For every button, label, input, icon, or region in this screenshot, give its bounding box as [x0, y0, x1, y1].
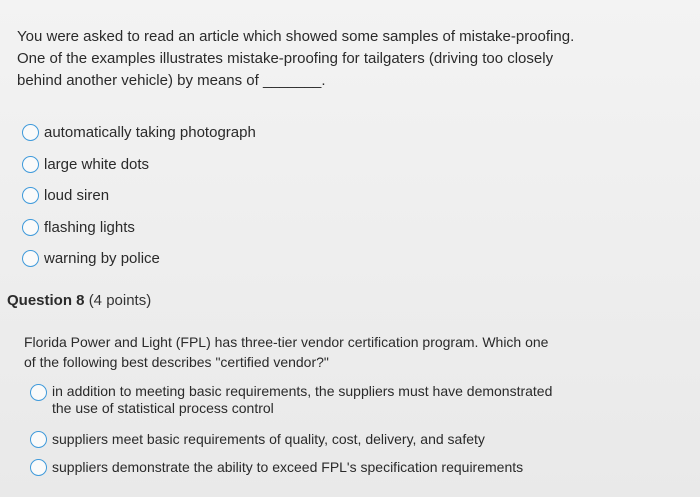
radio-button[interactable] — [30, 431, 47, 448]
option-label: large white dots — [44, 156, 150, 173]
question-points: (4 points) — [88, 292, 152, 309]
option-label: suppliers demonstrate the ability to exceed FPL's specification requirements — [52, 459, 524, 475]
radio-button[interactable] — [30, 459, 47, 476]
radio-button[interactable] — [22, 156, 39, 173]
option-label: warning by police — [44, 250, 160, 267]
question-7-line: You were asked to read an article which showed some samples of mistake-proofing. — [17, 28, 575, 45]
option-label-line: in addition to meeting basic requirements, the suppliers must have demonstrated — [52, 383, 553, 399]
q8-option-1[interactable] — [30, 383, 552, 417]
q7-option-2[interactable] — [22, 156, 149, 173]
question-title: Question 8 — [7, 292, 85, 309]
q8-option-2[interactable] — [30, 431, 485, 448]
question-8-line: of the following best describes "certified vendor?" — [24, 354, 329, 370]
radio-button[interactable] — [22, 187, 39, 204]
q8-option-3[interactable] — [30, 459, 523, 476]
radio-button[interactable] — [22, 219, 39, 236]
question-7-text — [17, 26, 637, 92]
option-label — [52, 383, 552, 417]
question-8-line: Florida Power and Light (FPL) has three-tier vendor certification program. Which one — [24, 334, 549, 350]
q7-option-3[interactable] — [22, 187, 109, 204]
question-7-line: One of the examples illustrates mistake-proofing for tailgaters (driving too closely — [17, 50, 554, 67]
q7-option-4[interactable] — [22, 219, 135, 236]
option-label: automatically taking photograph — [44, 124, 256, 141]
question-8-text — [24, 332, 624, 372]
radio-button[interactable] — [22, 124, 39, 141]
q7-option-1[interactable] — [22, 124, 256, 141]
option-label-line: the use of statistical process control — [52, 400, 274, 416]
question-7-line: behind another vehicle) by means of _______. — [17, 72, 326, 89]
option-label: loud siren — [44, 187, 110, 204]
radio-button[interactable] — [30, 384, 47, 401]
question-8-header — [7, 292, 151, 309]
radio-button[interactable] — [22, 250, 39, 267]
option-label: suppliers meet basic requirements of quality, cost, delivery, and safety — [52, 431, 485, 447]
option-label: flashing lights — [44, 219, 135, 236]
q7-option-5[interactable] — [22, 250, 160, 267]
